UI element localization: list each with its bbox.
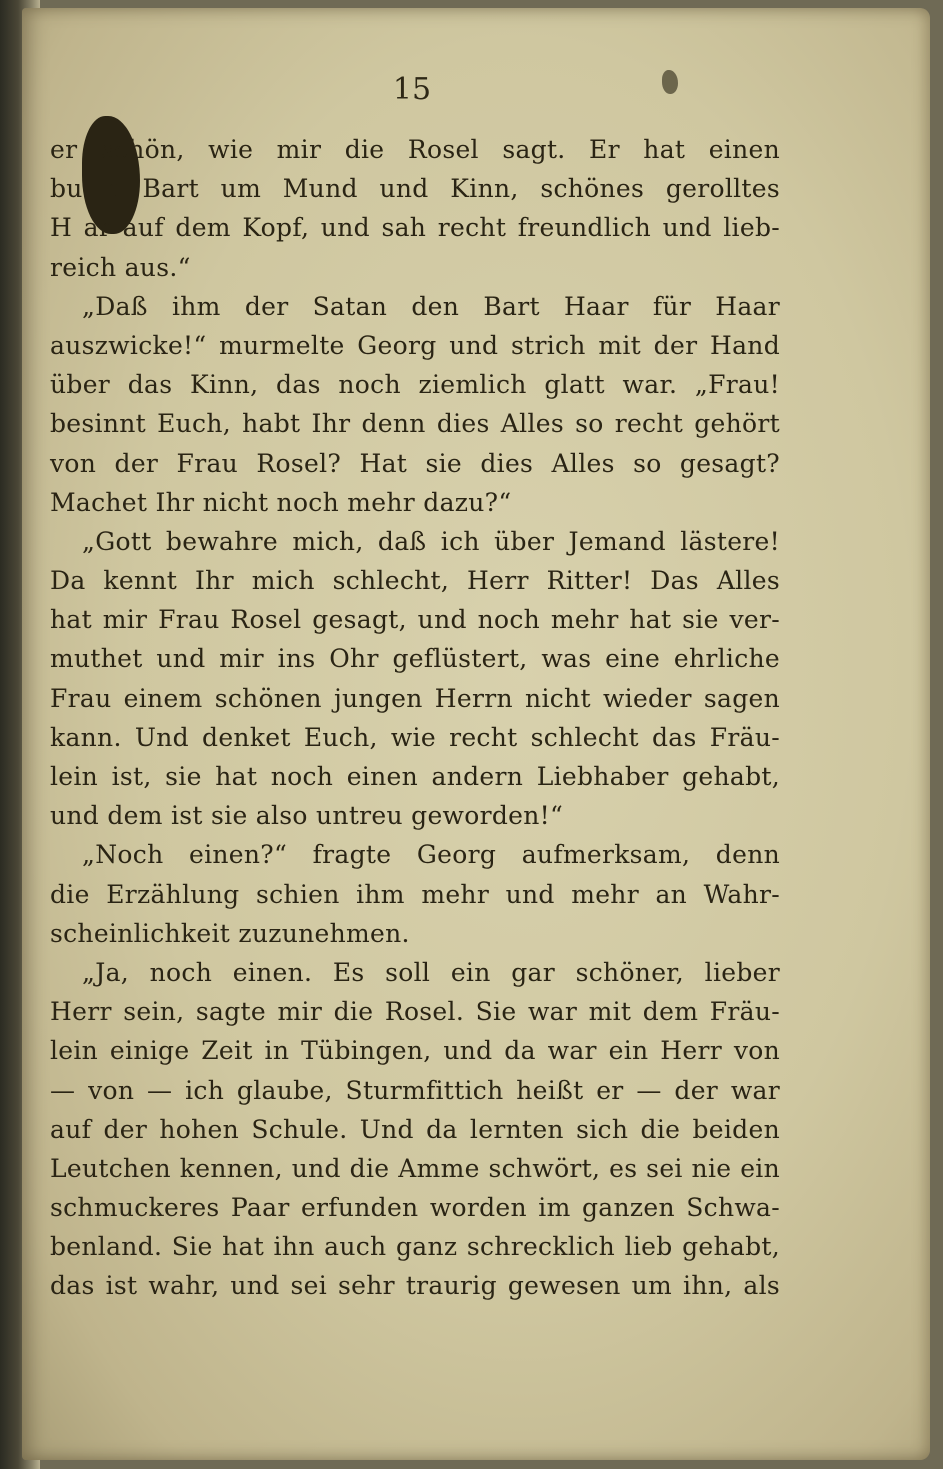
text-line: die Erzählung schien ihm mehr und mehr an Wahr- — [50, 879, 780, 909]
text-line: das ist wahr, und sei sehr traurig gewesen um ihn, als — [50, 1271, 780, 1301]
text-line: — von — ich glaube, Sturmfittich heißt er — der war — [50, 1075, 780, 1105]
text-line: besinnt Euch, habt Ihr denn dies Alles so recht gehört — [50, 409, 780, 439]
text-line: auf der hohen Schule. Und da lernten sich die beiden — [50, 1114, 780, 1144]
text-line: über das Kinn, das noch ziemlich glatt war. „Frau! — [50, 370, 780, 400]
text-line: „Gott bewahre mich, daß ich über Jemand lästere! — [82, 526, 780, 556]
text-line: schmuckeres Paar erfunden worden im ganzen Schwa- — [50, 1193, 780, 1223]
text-line: hat mir Frau Rosel gesagt, und noch mehr hat sie ver- — [50, 605, 780, 635]
text-line: Herr sein, sagte mir die Rosel. Sie war mit dem Fräu- — [50, 997, 780, 1027]
text-line: bu n Bart um Mund und Kinn, schönes gerolltes — [50, 174, 780, 204]
text-line: reich aus.“ — [50, 252, 191, 282]
text-line: er schön, wie mir die Rosel sagt. Er hat einen — [50, 135, 780, 164]
text-line: Machet Ihr nicht noch mehr dazu?“ — [50, 487, 512, 517]
text-line: „Daß ihm der Satan den Bart Haar für Haar — [82, 291, 780, 321]
text-line: von der Frau Rosel? Hat sie dies Alles so gesagt? — [50, 448, 780, 478]
text-line: auszwicke!“ murmelte Georg und strich mit der Hand — [50, 330, 780, 360]
text-line: „Ja, noch einen. Es soll ein gar schöner, lieber — [82, 957, 780, 987]
text-line: H ar auf dem Kopf, und sah recht freundlich und lieb- — [50, 213, 780, 243]
text-line: und dem ist sie also untreu geworden!“ — [50, 801, 564, 831]
text-line: lein ist, sie hat noch einen andern Liebhaber gehabt, — [50, 762, 780, 791]
text-line: Da kennt Ihr mich schlecht, Herr Ritter! Das Alles — [50, 566, 780, 596]
page-number: 15 — [392, 72, 432, 107]
text-line: benland. Sie hat ihn auch ganz schrecklich lieb gehabt, — [50, 1232, 780, 1262]
text-line: muthet und mir ins Ohr geflüstert, was eine ehrliche — [50, 644, 780, 674]
text-line: lein einige Zeit in Tübingen, und da war ein Herr von — [50, 1036, 780, 1066]
text-line: scheinlichkeit zuzunehmen. — [50, 918, 410, 948]
text-line: kann. Und denket Euch, wie recht schlecht das Fräu- — [50, 722, 780, 752]
body-text — [50, 130, 780, 1306]
text-line: Leutchen kennen, und die Amme schwört, es sei nie ein — [50, 1153, 780, 1183]
damage-mark — [662, 70, 678, 94]
text-line: Frau einem schönen jungen Herrn nicht wieder sagen — [50, 683, 780, 713]
text-line: „Noch einen?“ fragte Georg aufmerksam, denn — [82, 840, 780, 870]
